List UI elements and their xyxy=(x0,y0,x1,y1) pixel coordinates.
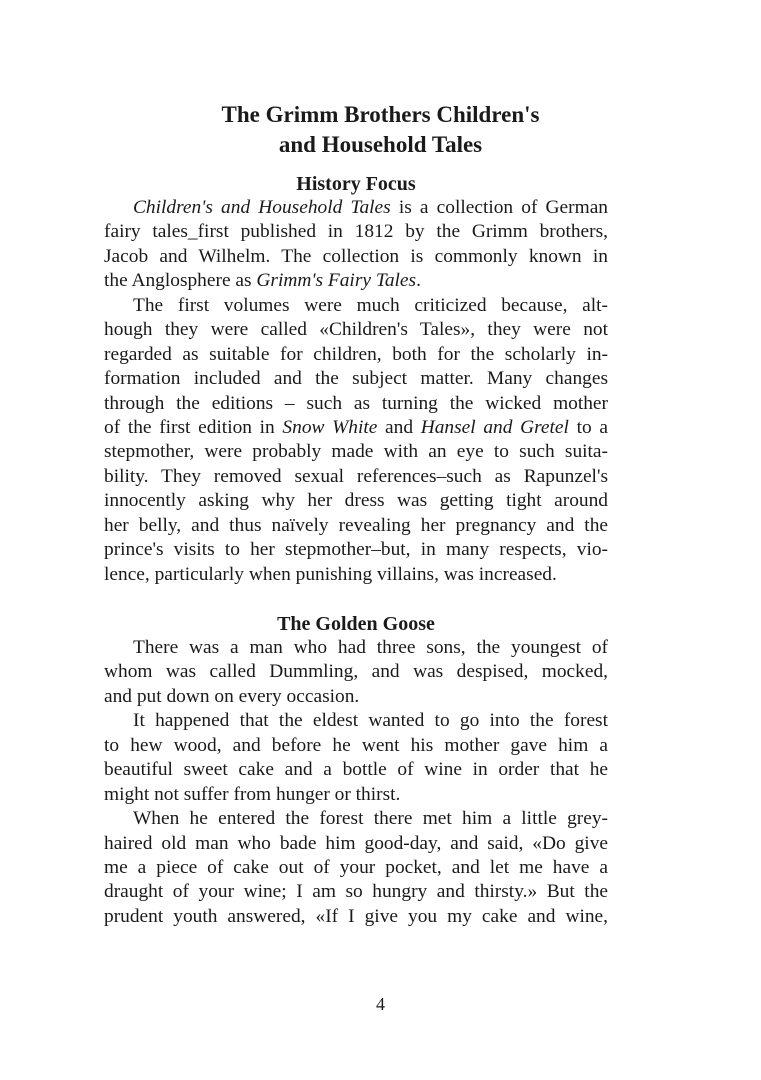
paragraph xyxy=(104,636,608,709)
page-title xyxy=(0,100,761,160)
text-line: Children's and Household Tales is a collection of German xyxy=(133,197,608,218)
text-line: It happened that the eldest wanted to go into the forest xyxy=(133,710,608,732)
italic-book-title: Grimm's Fairy Tales xyxy=(256,270,417,292)
text-line: fairy tales_first published in 1812 by the Grimm brothers, xyxy=(104,221,608,243)
text-line: formation included and the subject matter. Many changes xyxy=(104,368,608,390)
text-line: me a piece of cake out of your pocket, and let me have a xyxy=(104,856,608,878)
text-line: stepmother, were probably made with an eye to such suita- xyxy=(104,441,608,463)
paragraph xyxy=(104,294,608,587)
text-line: bility. They removed sexual references–such as Rapunzel's xyxy=(104,465,608,487)
text-line: might not suffer from hunger or thirst. xyxy=(104,783,401,805)
paragraph xyxy=(104,196,608,294)
text-line: of the first edition in Snow White and Hansel and Gretel to a xyxy=(104,416,608,438)
text-line: The first volumes were much criticized because, alt- xyxy=(133,294,608,316)
paragraph xyxy=(104,709,608,807)
section-golden-goose xyxy=(104,612,608,929)
page-number: 4 xyxy=(376,994,385,1014)
section-heading: History Focus xyxy=(296,173,416,195)
text-line: prudent youth answered, «If I give you my cake and wine, xyxy=(104,905,608,927)
text-line: There was a man who had three sons, the youngest of xyxy=(133,637,608,658)
text-line: Jacob and Wilhelm. The collection is commonly known in xyxy=(104,245,608,267)
text-line: When he entered the forest there met him a little grey- xyxy=(133,808,608,830)
text-line: through the editions – such as turning the wicked mother xyxy=(104,392,608,414)
text-line: haired old man who bade him good-day, and said, «Do give xyxy=(104,832,608,854)
italic-book-title: Children's and Household Tales xyxy=(133,197,391,218)
text-line: and put down on every occasion. xyxy=(104,685,360,707)
section-history-focus xyxy=(104,172,608,587)
text-line: the Anglosphere as Grimm's Fairy Tales. xyxy=(104,270,421,292)
text-line: beautiful sweet cake and a bottle of wine in order that he xyxy=(104,759,608,781)
italic-story-title: Hansel and Gretel xyxy=(420,416,569,438)
paragraph xyxy=(104,807,608,929)
title-line-1: The Grimm Brothers Children's xyxy=(221,102,540,127)
section-heading: The Golden Goose xyxy=(277,613,435,635)
text-line: lence, particularly when punishing villains, was increased. xyxy=(104,563,557,585)
text-line: to hew wood, and before he went his mother gave him a xyxy=(104,734,608,756)
text-line: whom was called Dummling, and was despised, mocked, xyxy=(104,661,608,683)
text-line: innocently asking why her dress was getting tight around xyxy=(104,490,608,512)
title-line-2: and Household Tales xyxy=(278,132,483,157)
text-line: draught of your wine; I am so hungry and thirsty.» But the xyxy=(104,881,608,903)
text-line: her belly, and thus naïvely revealing her pregnancy and the xyxy=(104,514,608,536)
text-line: prince's visits to her stepmother–but, in many respects, vio- xyxy=(104,539,608,561)
text-line: regarded as suitable for children, both for the scholarly in- xyxy=(104,343,608,365)
text-line: hough they were called «Children's Tales», they were not xyxy=(104,319,608,341)
italic-story-title: Snow White xyxy=(282,416,378,438)
